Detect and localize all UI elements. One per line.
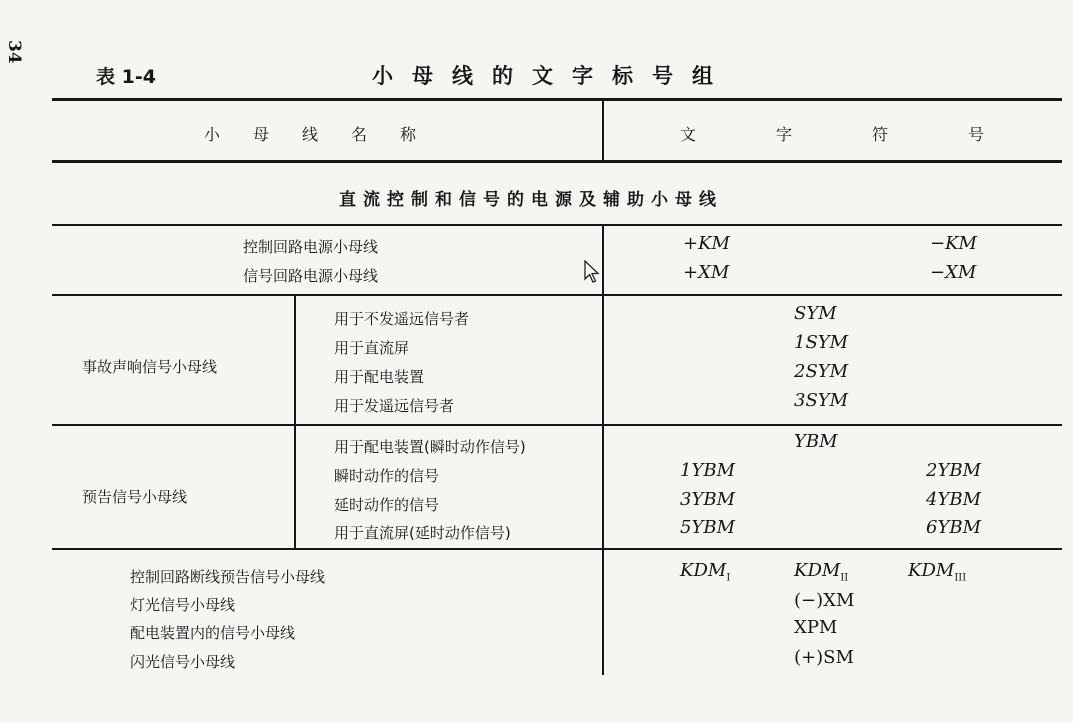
group3-rule xyxy=(52,548,1062,550)
row-name: 用于配电装置(瞬时动作信号) xyxy=(334,438,526,456)
row-symbol: (+)SM xyxy=(794,647,854,668)
header-symbol-char: 文 xyxy=(680,125,697,144)
group-label: 事故声响信号小母线 xyxy=(82,358,218,376)
group2-divider xyxy=(602,296,604,424)
row-symbol: 4YBM xyxy=(926,489,981,510)
row-symbol: 6YBM xyxy=(926,517,981,538)
header-divider xyxy=(602,100,604,160)
row-symbol: 2YBM xyxy=(926,460,981,481)
table-number: 表 1-4 xyxy=(96,66,156,88)
group1-rule xyxy=(52,294,1062,296)
table-title: 小母线的文字标号组 xyxy=(372,64,732,88)
row-name: 控制回路断线预告信号小母线 xyxy=(130,568,326,586)
group3-inner-divider xyxy=(294,426,296,548)
row-symbol: −KM xyxy=(930,233,977,254)
row-name: 信号回路电源小母线 xyxy=(243,267,379,285)
header-symbol-char: 符 xyxy=(872,125,889,144)
symbol-subscript: I xyxy=(726,572,731,584)
row-symbol xyxy=(794,560,848,584)
row-symbol: XPM xyxy=(794,617,838,638)
group-label: 预告信号小母线 xyxy=(82,488,188,506)
symbol-subscript: II xyxy=(840,572,849,584)
row-symbol: YBM xyxy=(794,431,838,452)
row-name: 用于不发遥远信号者 xyxy=(334,310,470,328)
row-symbol: (−)XM xyxy=(794,590,855,611)
top-rule xyxy=(52,98,1062,101)
row-symbol: 1YBM xyxy=(680,460,735,481)
group1-divider xyxy=(602,226,604,294)
row-symbol: +KM xyxy=(683,233,730,254)
group2-rule xyxy=(52,424,1062,426)
symbol-base: KDM xyxy=(908,560,955,581)
row-symbol: 5YBM xyxy=(680,517,735,538)
header-symbol-char: 号 xyxy=(968,125,985,144)
header-symbol-char: 字 xyxy=(776,125,793,144)
row-name: 配电装置内的信号小母线 xyxy=(130,624,296,642)
row-symbol: 3YBM xyxy=(680,489,735,510)
mouse-cursor-icon xyxy=(584,260,600,284)
symbol-base: KDM xyxy=(794,560,841,581)
row-name: 控制回路电源小母线 xyxy=(243,238,379,256)
row-name: 用于直流屏(延时动作信号) xyxy=(334,524,511,542)
row-name: 用于直流屏 xyxy=(334,339,410,357)
symbol-subscript: III xyxy=(954,572,967,584)
row-name: 延时动作的信号 xyxy=(334,496,440,514)
row-name: 用于发遥远信号者 xyxy=(334,397,455,415)
section-title: 直流控制和信号的电源及辅助小母线 xyxy=(339,190,723,210)
header-name-column: 小母线名称 xyxy=(204,125,450,144)
group3-divider xyxy=(602,426,604,548)
page-number: 34 xyxy=(4,40,24,64)
row-name: 闪光信号小母线 xyxy=(130,653,236,671)
row-symbol: 1SYM xyxy=(794,332,849,353)
header-bottom-rule xyxy=(52,160,1062,163)
row-symbol: 2SYM xyxy=(794,361,849,382)
row-name: 用于配电装置 xyxy=(334,368,425,386)
row-symbol xyxy=(908,560,966,584)
section-rule xyxy=(52,224,1062,226)
symbol-base: KDM xyxy=(680,560,727,581)
row-name: 瞬时动作的信号 xyxy=(334,467,440,485)
row-symbol: 3SYM xyxy=(794,390,849,411)
row-name: 灯光信号小母线 xyxy=(130,596,236,614)
group4-divider xyxy=(602,550,604,675)
row-symbol: +XM xyxy=(683,262,730,283)
row-symbol: SYM xyxy=(794,303,837,324)
group2-inner-divider xyxy=(294,296,296,424)
row-symbol: −XM xyxy=(930,262,977,283)
row-symbol xyxy=(680,560,730,584)
